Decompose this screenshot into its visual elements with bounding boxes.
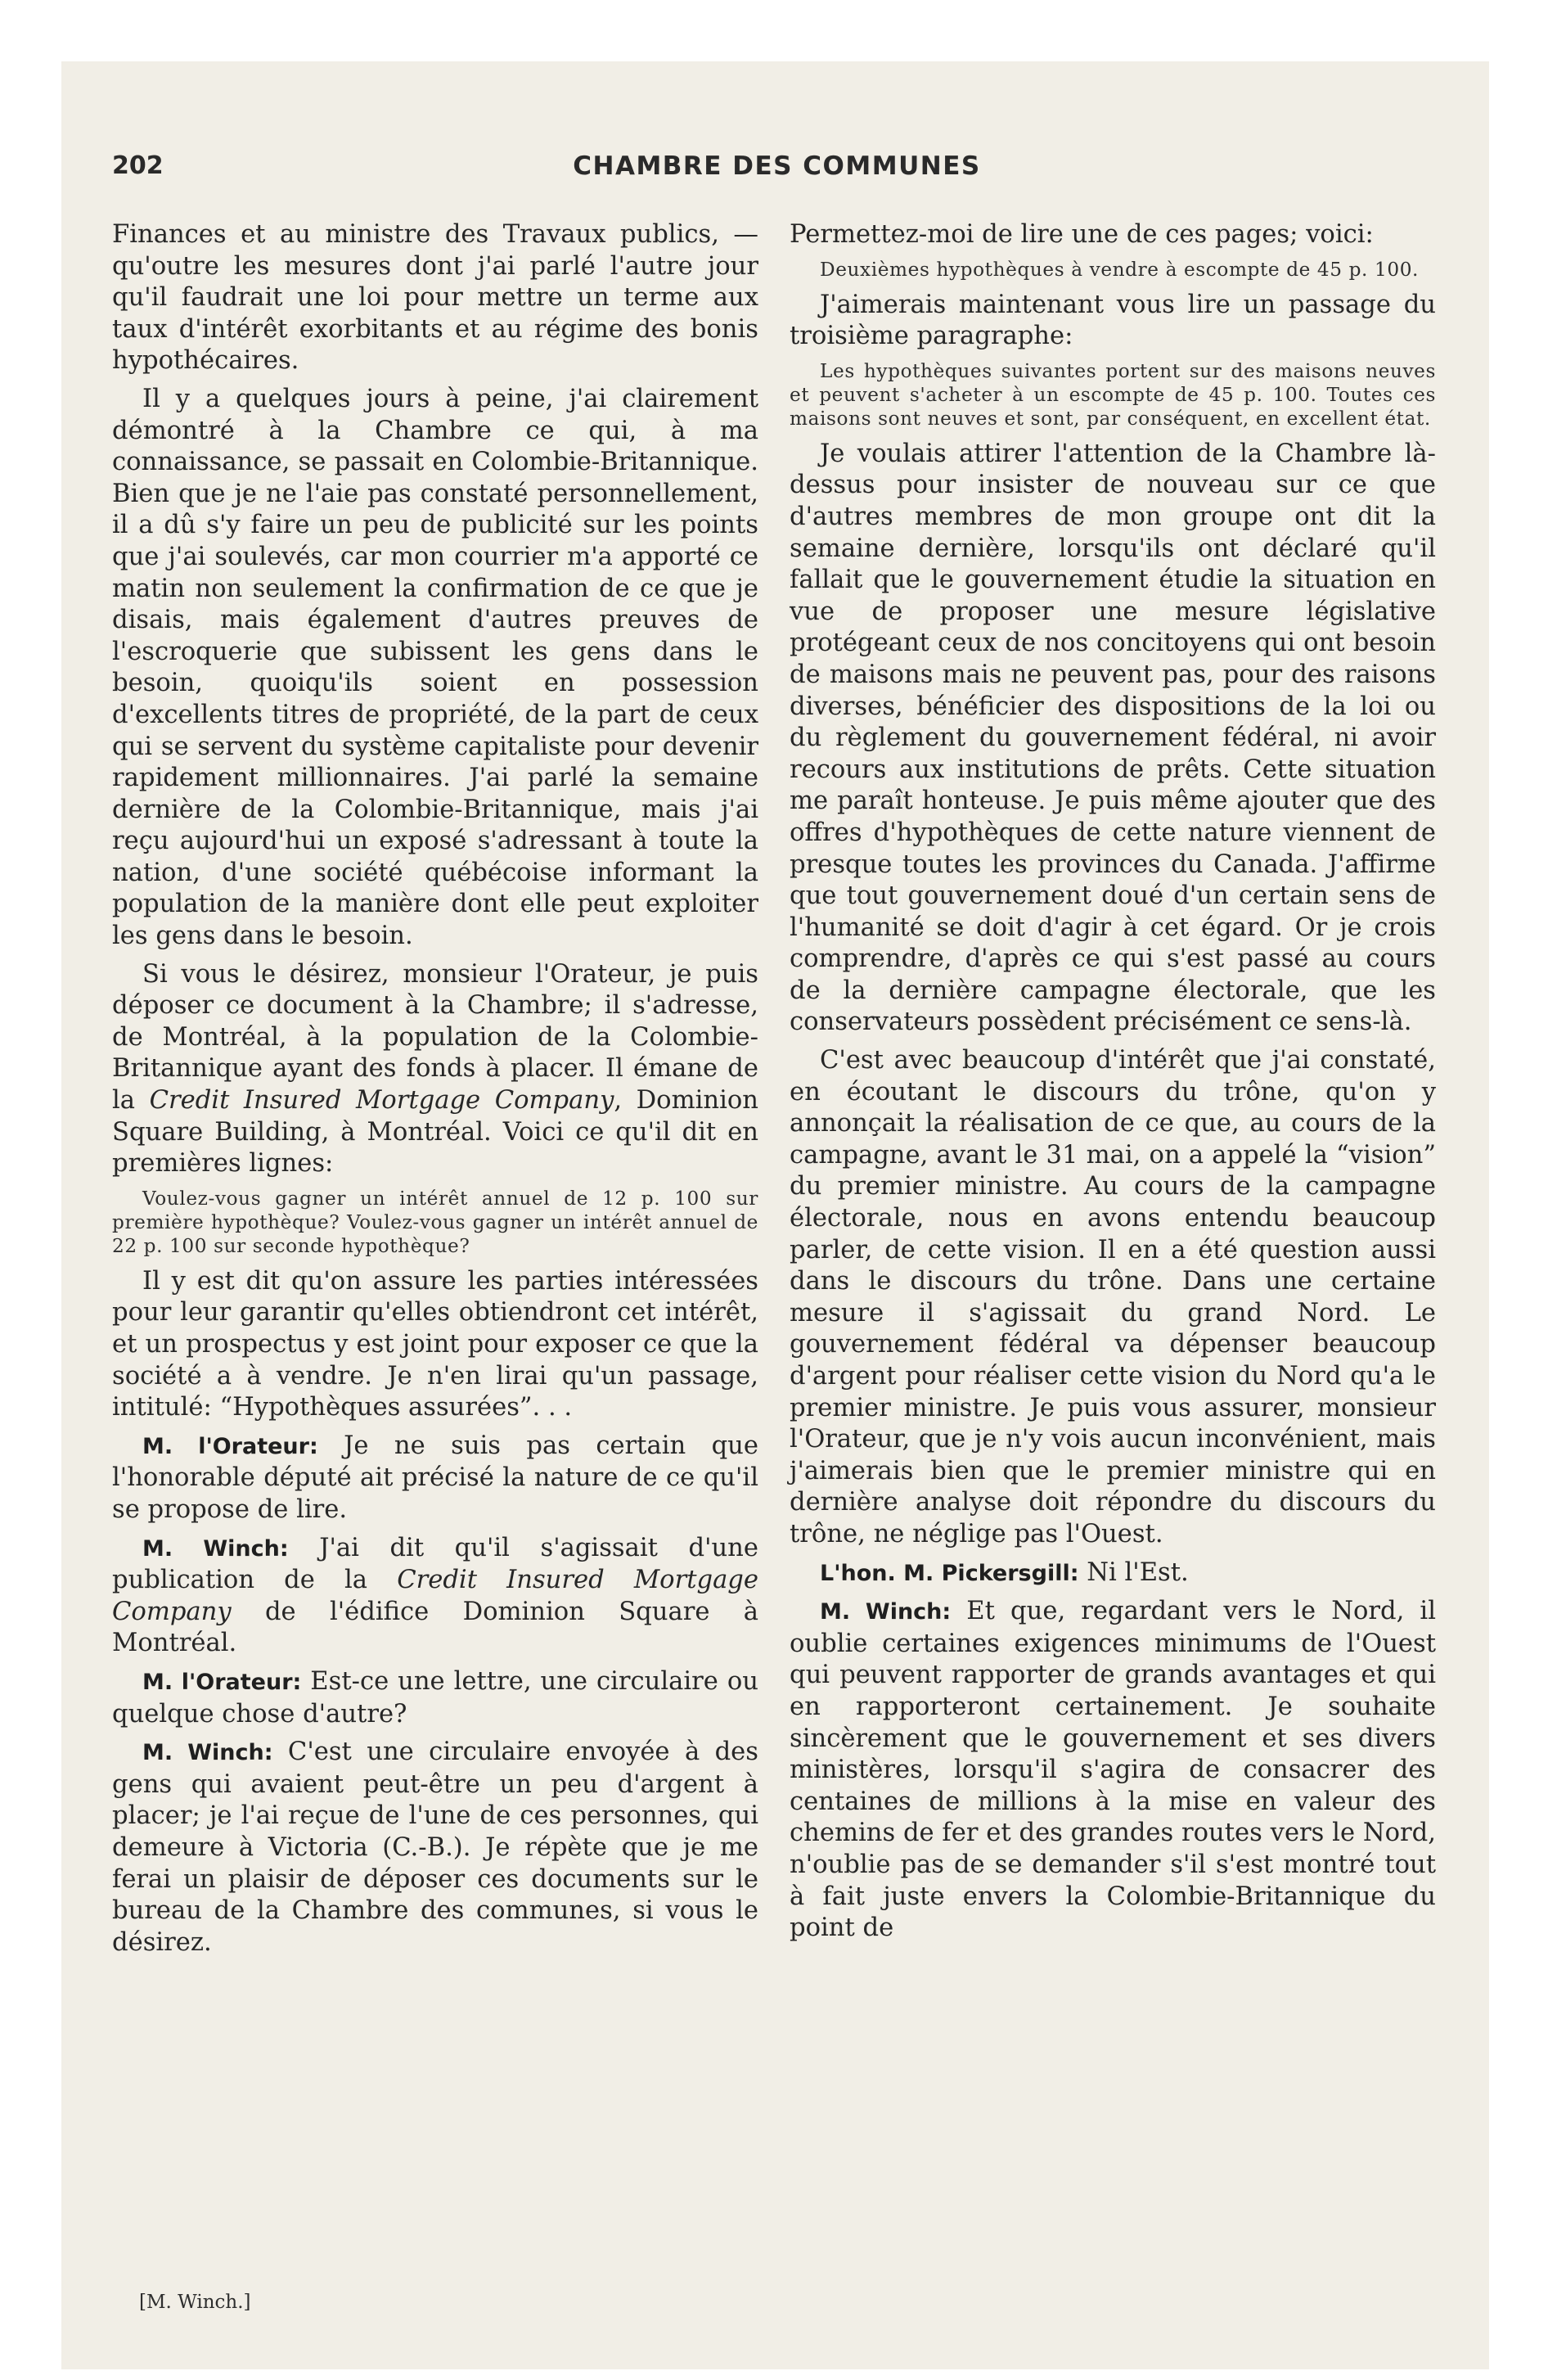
page-number: 202 — [112, 151, 164, 180]
speech-text: Ni l'Est. — [1078, 1557, 1189, 1587]
speech-text: Est-ce une lettre, une circulaire ou quelque chose d'autre? — [112, 1666, 758, 1729]
speaker-name: M. Winch: — [142, 1740, 273, 1766]
speech-text: de l'édifice Dominion Square à Montréal. — [112, 1597, 758, 1658]
company-name: Credit Insured Mortgage Company — [112, 1566, 759, 1626]
paragraph — [112, 959, 758, 1180]
speech-text: J'ai dit qu'il s'agissait d'une publication de la — [112, 1533, 758, 1595]
company-name: Credit Insured Mortgage Company — [149, 1086, 614, 1116]
left-column — [112, 219, 758, 1965]
paragraph: C'est avec beaucoup d'intérêt que j'ai constaté, en écoutant le discours du trône, qu'on y annonçait la réalisation de ce que, au cours de la campagne, avant le 31 mai, on a appelé la “vision” du premier ministre. Au cours de la campagne électorale, nous en avons entendu beaucoup parler, de cette vision. Il en a été question aussi dans le discours du trône. Dans une certaine mesure il s'agissait du grand Nord. Le gouvernement fédéral va dépenser beaucoup d'argent pour réaliser cette vision du Nord qu'a le premier ministre. Je puis vous assurer, monsieur l'Orateur, que je n'y vois aucun inconvénient, mais j'aimerais bien que le premier ministre qui en dernière analyse doit répondre du discours du trône, ne néglige pas l'Ouest. — [790, 1046, 1436, 1548]
speech-text: Je ne suis pas certain que l'honorable député ait précisé la nature de ce qu'il se propose de lire. — [112, 1431, 758, 1524]
paragraph: Il y est dit qu'on assure les parties intéressées pour leur garantir qu'elles obtiendront cet intérêt, et un prospectus y est joint pour exposer ce que la société a à vendre. Je n'en lirai qu'un passage, intitulé: “Hypothèques assurées”. . . — [112, 1266, 758, 1422]
paragraph: Permettez-moi de lire une de ces pages; voici: — [790, 220, 1374, 249]
block-quote: Deuxièmes hypothèques à vendre à escompte de 45 p. 100. — [820, 258, 1420, 281]
paragraph: J'aimerais maintenant vous lire un passage du troisième paragraphe: — [790, 290, 1436, 351]
speaker-attribution: [M. Winch.] — [139, 2292, 251, 2313]
speech — [112, 1737, 758, 1959]
speech — [112, 1431, 758, 1526]
speech — [112, 1666, 758, 1730]
block-quote: Voulez-vous gagner un intérêt annuel de 12 p. 100 sur première hypothèque? Voulez-vous gagner un intérêt annuel de 22 p. 100 sur seconde hypothèque? — [112, 1187, 758, 1257]
speaker-name: M. Winch: — [820, 1599, 952, 1625]
text-run: , Dominion Square Building, à Montréal. Voici ce qu'il dit en premières lignes: — [112, 1086, 759, 1179]
paragraph: Finances et au ministre des Travaux publics, —qu'outre les mesures dont j'ai parlé l'autre jour qu'il faudrait une loi pour mettre un terme aux taux d'intérêt exorbitants et au régime des bonis hypothécaires. — [112, 220, 758, 376]
speech-text: Et que, regardant vers le Nord, il oublie certaines exigences minimums de l'Ouest qui peuvent rapporter de grands avantages et qui en rapporteront certainement. Je souhaite sincèrement que le gouvernement et ses divers ministères, lorsqu'il s'agira de consacrer des centaines de millions à la mise en valeur des chemins de fer et des grandes routes vers le Nord, n'oublie pas de se demander s'il s'est montré tout à fait juste envers la Colombie-Britannique du point de — [790, 1597, 1436, 1943]
speaker-name: L'hon. M. Pickersgill: — [820, 1560, 1079, 1586]
speech — [790, 1557, 1436, 1590]
page-header — [112, 151, 1442, 184]
speech — [790, 1596, 1436, 1945]
right-column — [790, 219, 1436, 1951]
paragraph: Je voulais attirer l'attention de la Chambre là-dessus pour insister de nouveau sur ce que d'autres membres de mon groupe ont dit la semaine dernière, lorsqu'ils ont déclaré qu'il fallait que le gouvernement étudie la situation en vue de proposer une mesure législative protégeant ceux de nos concitoyens qui ont besoin de maisons mais ne peuvent pas, pour des raisons diverses, bénéficier des dispositions de la loi ou du règlement du gouvernement fédéral, ni avoir recours aux institutions de prêts. Cette situation me paraît honteuse. Je puis même ajouter que des offres d'hypothèques de cette nature viennent de presque toutes les provinces du Canada. J'affirme que tout gouvernement doué d'un certain sens de l'humanité se doit d'agir à cet égard. Or je crois comprendre, d'après ce qui s'est passé au cours de la dernière campagne électorale, que les conservateurs possèdent précisément ce sens-là. — [790, 439, 1436, 1037]
speaker-name: M. Winch: — [142, 1535, 289, 1562]
speaker-name: M. l'Orateur: — [142, 1669, 302, 1695]
paragraph: Il y a quelques jours à peine, j'ai clairement démontré à la Chambre ce qui, à ma connaissance, se passait en Colombie-Britannique. Bien que je ne l'aie pas constaté personnellement, il a dû s'y faire un peu de publicité sur les points que j'ai soulevés, car mon courrier m'a apporté ce matin non seulement la confirmation de ce que je disais, mais également d'autres preuves de l'escroquerie que subissent les gens dans le besoin, quoiqu'ils soient en possession d'excellents titres de propriété, de la part de ceux qui se servent du système capitaliste pour devenir rapidement millionnaires. J'ai parlé la semaine dernière de la Colombie-Britannique, mais j'ai reçu aujourd'hui un exposé s'adressant à toute la nation, d'une société québécoise informant la population de la manière dont elle peut exploiter les gens dans le besoin. — [112, 384, 758, 951]
speaker-name: M. l'Orateur: — [142, 1433, 318, 1459]
text-run: Si vous le désirez, monsieur l'Orateur, je puis déposer ce document à la Chambre; il s'adresse, de Montréal, à la population de la Colombie-Britannique ayant des fonds à placer. Il émane de la — [112, 959, 758, 1116]
speech-text: C'est une circulaire envoyée à des gens qui avaient peut-être un peu d'argent à placer; je l'ai reçue de l'une de ces personnes, qui demeure à Victoria (C.-B.). Je répète que je me ferai un plaisir de déposer ces documents sur le bureau de la Chambre des communes, si vous le désirez. — [112, 1738, 758, 1957]
running-head: CHAMBRE DES COMMUNES — [573, 151, 981, 181]
block-quote: Les hypothèques suivantes portent sur des maisons neuves et peuvent s'acheter à un escompte de 45 p. 100. Toutes ces maisons sont neuves et sont, par conséquent, en excellent état. — [790, 359, 1436, 430]
speech — [112, 1533, 758, 1660]
